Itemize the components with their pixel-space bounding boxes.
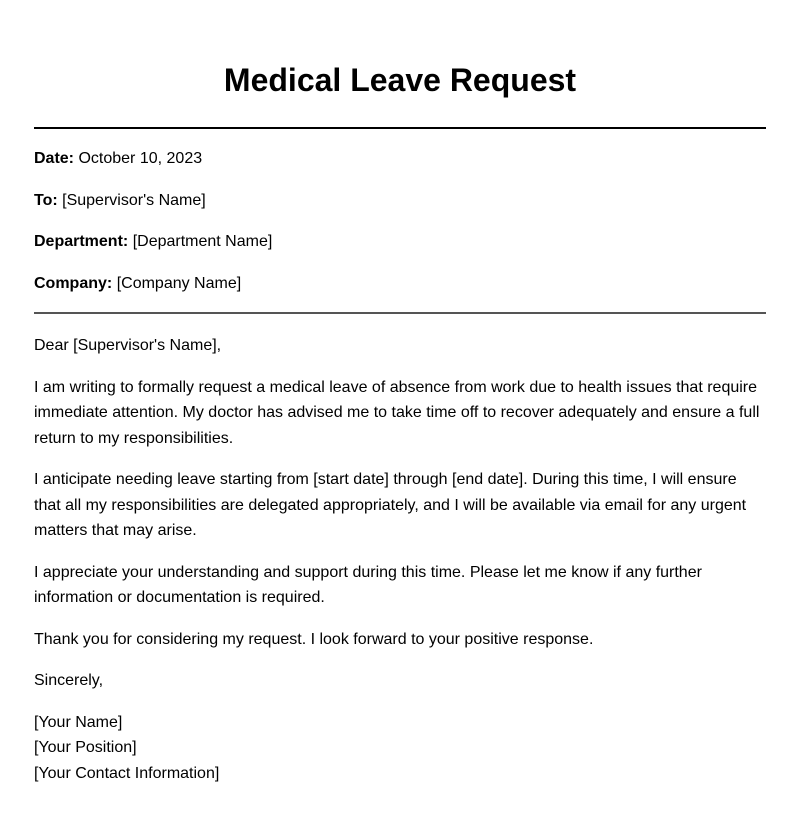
department-value: [Department Name] — [132, 233, 273, 250]
signature-name: [Your Name] — [34, 713, 123, 731]
salutation: Dear [Supervisor's Name], — [34, 337, 222, 354]
date-label: Date: — [34, 150, 75, 167]
to-value: [Supervisor's Name] — [62, 192, 206, 209]
to-label: To: — [34, 192, 58, 209]
department-label: Department: — [34, 233, 129, 250]
company-value: [Company Name] — [116, 275, 242, 292]
paragraph: I anticipate needing leave starting from [start date] through [end date]. During this time, I will ensure that all my responsibilities are delegated appropriately, and I will be available via email for any urgent matters that may arise. — [34, 471, 747, 539]
document-title: Medical Leave Request — [223, 62, 577, 98]
date-value: October 10, 2023 — [78, 150, 203, 167]
title-divider — [34, 127, 766, 129]
closing: Sincerely, — [34, 672, 104, 689]
signature-block — [34, 710, 766, 787]
signature-position: [Your Position] — [34, 739, 137, 756]
letter-body — [34, 333, 766, 786]
paragraph: I am writing to formally request a medical leave of absence from work due to health issues that require immediate attention. My doctor has advised me to take time off to recover adequately and ensure a full return to my responsibilities. — [34, 378, 760, 447]
signature-contact: [Your Contact Information] — [34, 764, 220, 782]
header-divider — [34, 312, 766, 314]
department-line — [34, 232, 272, 252]
paragraph: Thank you for considering my request. I look forward to your positive response. — [34, 630, 594, 648]
date-line — [34, 149, 202, 169]
paragraph: I appreciate your understanding and support during this time. Please let me know if any further information or documentation is required. — [34, 563, 702, 606]
company-line — [34, 274, 241, 294]
to-line — [34, 191, 206, 211]
company-label: Company: — [34, 275, 113, 292]
